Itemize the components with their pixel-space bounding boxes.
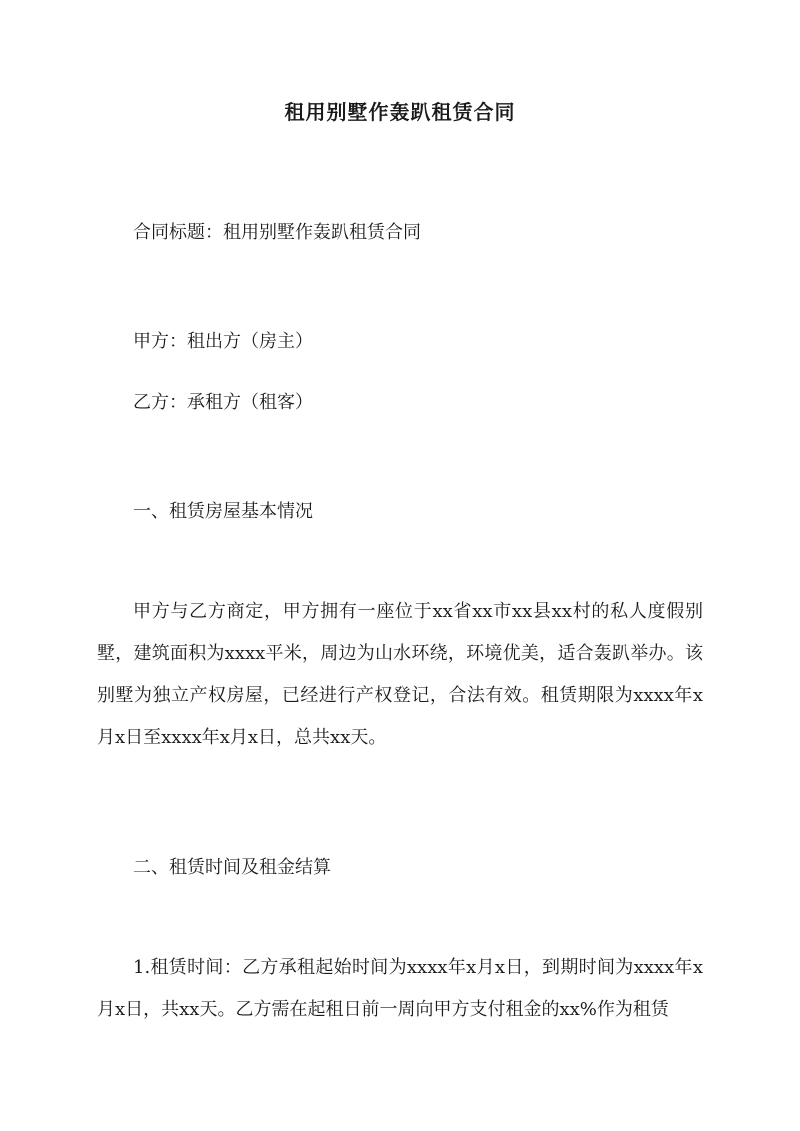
document-title: 租用别墅作轰趴租赁合同 xyxy=(284,100,516,124)
section2-item1 xyxy=(97,947,703,1031)
section1-body xyxy=(97,591,703,759)
contract-title-line: 合同标题：租用别墅作轰趴租赁合同 xyxy=(133,222,421,243)
section1-paragraph: 甲方与乙方商定，甲方拥有一座位于xx省xx市xx县xx村的私人度假别墅，建筑面积为xxxx平米，周边为山水环绕，环境优美，适合轰趴举办。该别墅为独立产权房屋，已经进行产权登记，合法有效。租赁期限为xxxx年x月x日至xxxx年x月x日，总共xx天。 xyxy=(97,601,703,748)
section2-heading: 二、租赁时间及租金结算 xyxy=(133,857,331,878)
party-a-line: 甲方：租出方（房主） xyxy=(133,331,313,352)
section1-heading: 一、租赁房屋基本情况 xyxy=(133,501,313,522)
party-b-line: 乙方：承租方（租客） xyxy=(133,392,313,413)
section2-item1-paragraph: 1.租赁时间：乙方承租起始时间为xxxx年x月x日，到期时间为xxxx年x月x日，共xx天。乙方需在起租日前一周向甲方支付租金的xx%作为租赁 xyxy=(97,957,703,1020)
